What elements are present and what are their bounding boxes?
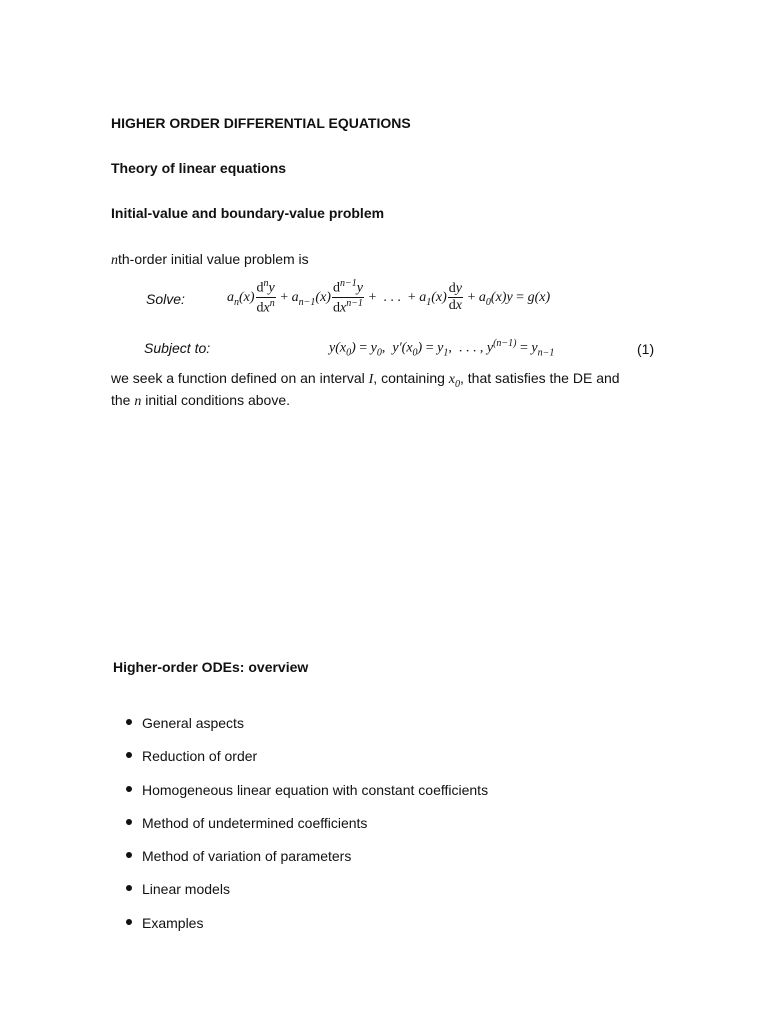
list-item bbox=[126, 814, 488, 847]
list-item bbox=[126, 747, 488, 780]
list-item bbox=[126, 847, 488, 880]
bullet-icon bbox=[126, 752, 132, 758]
x0-symbol: $x_0$ bbox=[448, 372, 461, 390]
bullet-icon bbox=[126, 819, 132, 825]
intro-line bbox=[111, 251, 309, 269]
equation-number: (1) bbox=[637, 341, 655, 357]
list-item bbox=[126, 714, 488, 747]
n-symbol: n bbox=[134, 394, 142, 409]
list-item-label: Linear models bbox=[142, 881, 230, 898]
initial-conditions: $y(x_0) = y_0$, $y'(x_0) = y_1$, . . . , $y^{(n-1)} = y_{n-1}$ bbox=[329, 338, 555, 359]
paragraph-text: , that satisfies the DE and bbox=[460, 370, 620, 386]
subject-to-label: Subject to: bbox=[144, 340, 211, 356]
list-item-label: Reduction of order bbox=[142, 748, 258, 765]
theory-heading: Theory of linear equations bbox=[111, 160, 287, 176]
list-item-label: Method of undetermined coefficients bbox=[142, 814, 368, 831]
paragraph-text: we seek a function defined on an interval bbox=[111, 370, 369, 386]
bullet-icon bbox=[126, 719, 132, 725]
bullet-icon bbox=[126, 786, 132, 792]
list-item-label: General aspects bbox=[142, 715, 244, 731]
list-item bbox=[126, 880, 488, 913]
solve-label: Solve: bbox=[146, 291, 185, 307]
interval-symbol: I bbox=[368, 372, 374, 387]
bullet-icon bbox=[126, 919, 132, 925]
list-item-label: Method of variation of parameters bbox=[142, 848, 352, 865]
list-item bbox=[126, 781, 488, 814]
paragraph-text: initial conditions above. bbox=[141, 392, 291, 408]
main-heading: HIGHER ORDER DIFFERENTIAL EQUATIONS bbox=[111, 115, 411, 131]
list-item-label: Examples bbox=[142, 914, 204, 931]
paragraph-line-2 bbox=[111, 392, 290, 410]
n-symbol: n bbox=[111, 253, 118, 268]
differential-equation: $a_n(x)$ $\frac{d^ny}{dx^n}$ + $a_{n-1}(x)$ $\frac{d^{n-1}y}{dx^{n-1}}$ + . . . + $a_1(x)$ $\frac{dy}{dx}$ + $a_0(x)y = g(x)$ bbox=[227, 278, 551, 316]
list-item bbox=[126, 914, 488, 947]
paragraph-line-1 bbox=[111, 370, 620, 390]
list-item-label: Homogeneous linear equation with constant coefficients bbox=[142, 781, 489, 798]
bullet-icon bbox=[126, 852, 132, 858]
paragraph-text: , containing bbox=[373, 370, 449, 386]
intro-text: th-order initial value problem is bbox=[118, 251, 309, 267]
bullet-icon bbox=[126, 885, 132, 891]
overview-heading: Higher-order ODEs: overview bbox=[113, 659, 309, 675]
ivp-heading: Initial-value and boundary-value problem bbox=[111, 205, 385, 221]
paragraph-text: the bbox=[111, 392, 135, 408]
overview-list bbox=[126, 714, 488, 947]
